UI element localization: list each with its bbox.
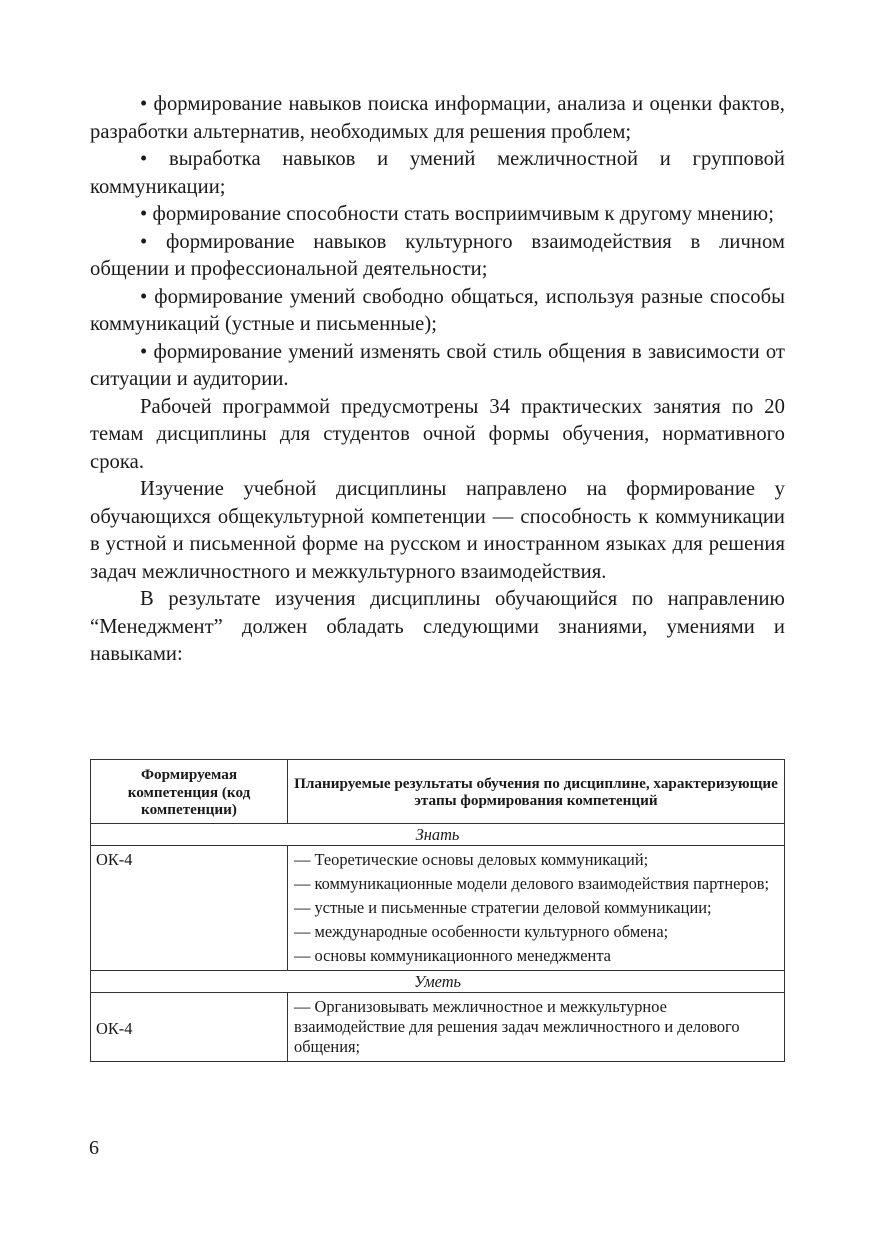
- page-number: 6: [89, 1137, 99, 1159]
- results-cell: [288, 992, 785, 1061]
- bullet-item: • формирование навыков культурного взаимодействия в личном общении и профессиональной деятельности;: [90, 229, 785, 284]
- result-item: — основы коммуникационного менеджмента: [294, 945, 611, 965]
- paragraph: Изучение учебной дисциплины направлено на формирование у обучающихся общекультурной компетенции — способность к коммуникации в устной и письменной форме на русском и иностранном языках для решения задач межличностного и межкультурного взаимодействия.: [90, 478, 785, 583]
- results-cell: [288, 845, 785, 970]
- section-can: Уметь: [91, 970, 785, 992]
- competence-table: [90, 759, 785, 1062]
- result-item: — Теоретические основы деловых коммуникаций;: [294, 849, 649, 869]
- bullet-item: • формирование способности стать восприимчивым к другому мнению;: [90, 201, 785, 229]
- section-row: [91, 823, 785, 845]
- competence-code: ОК-4: [91, 992, 288, 1061]
- bullet-item: • формирование умений изменять свой стиль общения в зависимости от ситуации и аудитории.: [90, 339, 785, 394]
- body-text: [90, 91, 785, 669]
- result-item: — устные и письменные стратегии деловой коммуникации;: [294, 897, 712, 917]
- table-row: [91, 845, 785, 970]
- section-know: Знать: [91, 823, 785, 845]
- bullet-item: • формирование навыков поиска информации, анализа и оценки фактов, разработки альтернатив, необходимых для решения проблем;: [90, 91, 785, 146]
- header-competence: Формируемая компетенция (код компетенции): [91, 760, 288, 824]
- result-item: — коммуникационные модели делового взаимодействия партнеров;: [294, 873, 770, 893]
- bullet-item: • выработка навыков и умений межличностной и групповой коммуникации;: [90, 146, 785, 201]
- section-row: [91, 970, 785, 992]
- table-header-row: [91, 760, 785, 824]
- table-row: [91, 992, 785, 1061]
- header-results: Планируемые результаты обучения по дисциплине, характеризующие этапы формирования компетенций: [288, 760, 785, 824]
- paragraph: Рабочей программой предусмотрены 34 практических занятия по 20 темам дисциплины для студентов очной формы обучения, нормативного срока.: [90, 395, 785, 473]
- competence-code: ОК-4: [91, 845, 288, 970]
- result-item: — Организовывать межличностное и межкультурное взаимодействие для решения задач межличностного и делового общения;: [294, 996, 740, 1056]
- result-item: — международные особенности культурного обмена;: [294, 921, 669, 941]
- bullet-item: • формирование умений свободно общаться, используя разные способы коммуникаций (устные и письменные);: [90, 284, 785, 339]
- paragraph: В результате изучения дисциплины обучающийся по направлению “Менеджмент” должен обладать следующими знаниями, умениями и навыками:: [90, 588, 785, 665]
